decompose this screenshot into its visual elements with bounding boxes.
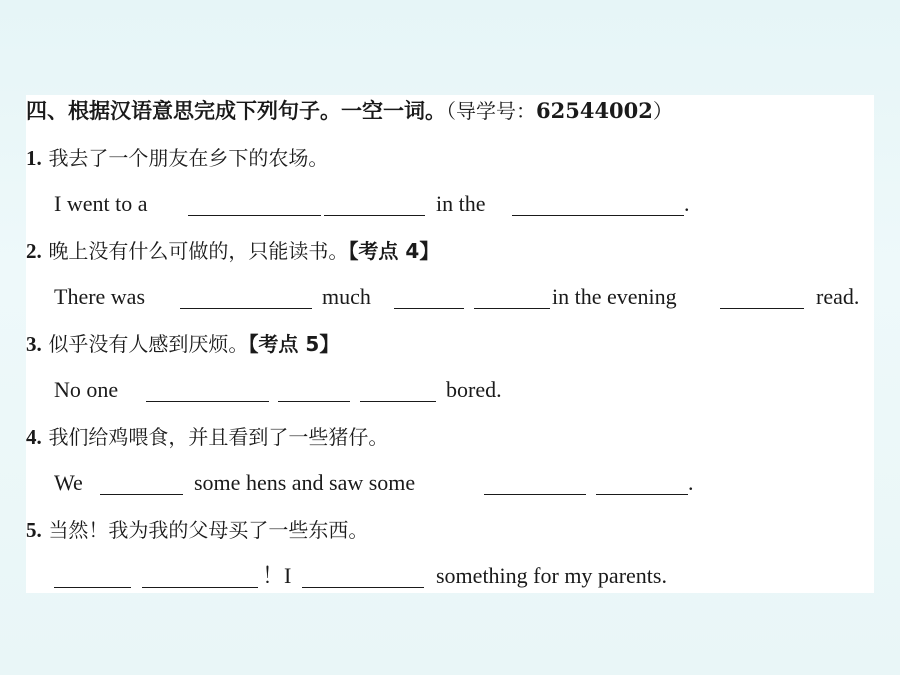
question-text: 似乎没有人感到厌烦。 [48,332,249,356]
answer-blank[interactable] [394,308,464,309]
reference-open: （导学号： [446,99,536,123]
section-title: 四、根据汉语意思完成下列句子。一空一词。 [26,98,446,123]
answer-blank[interactable] [596,494,688,495]
question-5-english [26,563,874,593]
answer-blank[interactable] [324,215,425,216]
answer-blank[interactable] [512,215,684,216]
answer-blank[interactable] [54,587,131,588]
sentence-part: There was [54,284,146,309]
question-2-chinese [26,238,439,264]
answer-blank[interactable] [360,401,436,402]
sentence-part: in the [436,191,486,216]
question-1-chinese [26,145,328,171]
question-number: 3. [26,332,42,356]
question-4-english [26,470,874,500]
question-5-chinese [26,517,368,543]
answer-blank[interactable] [474,308,550,309]
sentence-part: some hens and saw some [194,470,416,495]
key-point-tag: 【考点 5】 [248,332,340,356]
question-number: 5. [26,518,42,542]
answer-blank[interactable] [278,401,350,402]
section-heading [26,98,673,124]
question-1-english [26,191,874,221]
sentence-part: in the evening [552,284,677,309]
question-text: 晚上没有什么可做的，只能读书。 [48,239,349,263]
question-3-english [26,377,874,407]
answer-blank[interactable] [484,494,586,495]
question-3-chinese [26,331,339,357]
answer-blank[interactable] [100,494,183,495]
exercise-sheet [26,95,874,593]
question-text: 当然！我为我的父母买了一些东西。 [48,518,369,542]
sentence-part: We [54,470,83,495]
question-number: 2. [26,239,42,263]
answer-blank[interactable] [188,215,321,216]
sentence-end: . [688,470,694,495]
question-number: 1. [26,146,42,170]
reference-number: 62544002 [536,98,653,123]
answer-blank[interactable] [142,587,258,588]
sentence-part: I went to a [54,191,148,216]
question-text: 我们给鸡喂食，并且看到了一些猪仔。 [48,425,389,449]
sentence-part: read. [816,284,860,309]
reference-close: ） [652,99,673,123]
sentence-part: bored. [446,377,502,402]
answer-blank[interactable] [180,308,312,309]
sentence-end: . [684,191,690,216]
sentence-part: much [322,284,371,309]
answer-blank[interactable] [720,308,804,309]
answer-blank[interactable] [302,587,424,588]
question-number: 4. [26,425,42,449]
sentence-part: No one [54,377,119,402]
sentence-part: ！I [262,563,292,588]
answer-blank[interactable] [146,401,269,402]
question-2-english [26,284,874,314]
key-point-tag: 【考点 4】 [348,239,440,263]
question-text: 我去了一个朋友在乡下的农场。 [48,146,329,170]
question-4-chinese [26,424,388,450]
sentence-part: something for my parents. [436,563,667,588]
